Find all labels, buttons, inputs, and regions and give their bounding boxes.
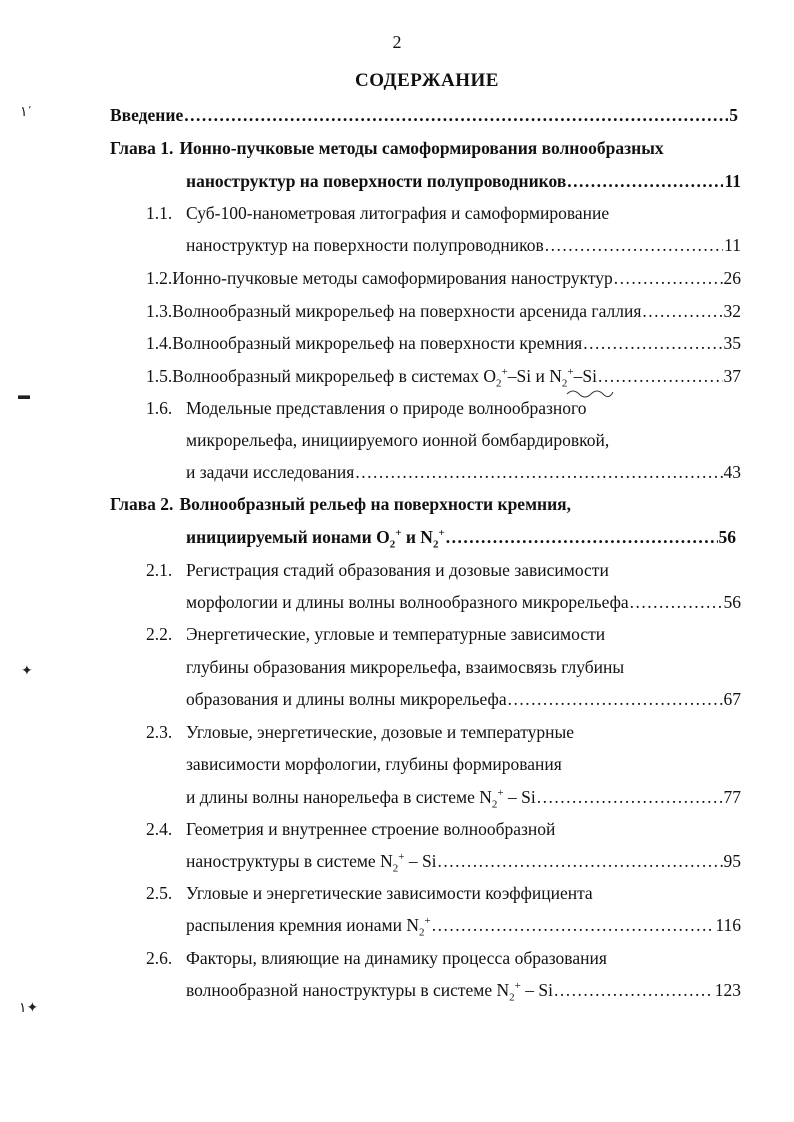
toc-section-2-3-heading-2[interactable] <box>186 753 741 775</box>
section-title-line: Факторы, влияющие на динамику процесса образования <box>186 948 607 968</box>
section-title-line: глубины образования микрорельефа, взаимосвязь глубины <box>186 657 625 677</box>
leader-dots <box>508 688 723 710</box>
toc-entry-intro[interactable] <box>110 104 738 126</box>
toc-section-2-2[interactable] <box>186 688 741 710</box>
toc-chapter-2[interactable] <box>186 526 736 551</box>
section-number: 1.4. <box>146 333 173 353</box>
toc-chapter-1-heading[interactable] <box>110 137 730 159</box>
toc-page: 56 <box>718 527 736 547</box>
toc-section-2-4[interactable] <box>186 850 741 875</box>
leader-dots <box>355 461 722 483</box>
toc-page: 67 <box>723 689 741 709</box>
leader-dots <box>432 914 715 936</box>
toc-page: 123 <box>714 980 741 1000</box>
section-number: 2.2. <box>146 624 173 644</box>
toc-section-1-6[interactable] <box>186 461 741 483</box>
toc-section-1-1-heading[interactable] <box>146 202 746 224</box>
section-number: 1.3. <box>146 301 173 321</box>
leader-dots <box>642 300 722 322</box>
toc-section-1-1[interactable] <box>186 234 741 256</box>
section-number: 1.5. <box>146 366 173 386</box>
margin-mark: ▬ <box>18 388 30 402</box>
toc-page: 43 <box>723 462 741 482</box>
toc-section-2-5[interactable] <box>186 914 741 939</box>
chapter-title-line: наноструктур на поверхности полупроводников <box>186 171 567 191</box>
section-number: 2.6. <box>146 948 173 968</box>
section-title-line: Волнообразный микрорельеф на поверхности кремния <box>172 333 583 353</box>
section-title-line: образования и длины волны микрорельефа <box>186 689 507 709</box>
leader-dots <box>567 170 723 192</box>
section-title-line: Регистрация стадий образования и дозовые зависимости <box>186 560 609 580</box>
leader-dots <box>438 850 723 872</box>
section-title-line: микрорельефа, инициируемого ионной бомбардировкой, <box>186 430 610 450</box>
leader-dots <box>583 332 722 354</box>
section-number: 1.2. <box>146 268 173 288</box>
section-title-line: наноструктуры в системе $N_2^+$ – Si <box>186 851 437 875</box>
toc-page: 11 <box>724 171 741 191</box>
section-title-line: Геометрия и внутреннее строение волнообразной <box>186 819 556 839</box>
toc-page: 116 <box>715 915 741 935</box>
margin-mark: ✦ <box>21 664 33 679</box>
toc-page: 5 <box>729 105 738 125</box>
toc-section-2-3[interactable] <box>186 786 741 811</box>
leader-dots <box>184 104 728 126</box>
section-title-line: зависимости морфологии, глубины формирования <box>186 754 562 774</box>
chapter-label: Глава 2. <box>110 494 174 514</box>
section-number: 2.1. <box>146 560 173 580</box>
toc-entry-label: Введение <box>110 105 184 125</box>
leader-dots <box>614 267 723 289</box>
toc-page: 77 <box>723 787 741 807</box>
toc-section-2-1-heading[interactable] <box>146 559 746 581</box>
chapter-title-line: Волнообразный рельеф на поверхности кремния, <box>179 494 572 514</box>
toc-section-2-2-heading-1[interactable] <box>146 623 746 645</box>
toc-section-1-4[interactable] <box>146 332 741 354</box>
chapter-label: Глава 1. <box>110 138 174 158</box>
leader-dots <box>545 234 723 256</box>
toc-chapter-1[interactable] <box>186 170 741 192</box>
toc-section-1-2[interactable] <box>146 267 741 289</box>
toc-section-2-6-heading[interactable] <box>146 947 746 969</box>
toc-section-2-2-heading-2[interactable] <box>186 656 741 678</box>
section-title-line: Угловые, энергетические, дозовые и температурные <box>186 722 575 742</box>
section-title-line: Энергетические, угловые и температурные зависимости <box>186 624 606 644</box>
toc-page: 26 <box>723 268 741 288</box>
toc-section-2-1[interactable] <box>186 591 741 613</box>
margin-mark: ١✦ <box>19 1001 39 1016</box>
section-title-line: морфологии и длины волны волнообразного микрорельефа <box>186 592 629 612</box>
leader-dots <box>446 526 718 548</box>
toc-page: 56 <box>723 592 741 612</box>
section-number: 2.4. <box>146 819 173 839</box>
toc-section-1-6-heading-1[interactable] <box>146 397 746 419</box>
section-title-line: Модельные представления о природе волнообразного <box>186 398 587 418</box>
section-title-line: и длины волны нанорельефа в системе $N_2^+$ – Si <box>186 787 536 811</box>
leader-dots <box>598 365 723 387</box>
section-number: 2.5. <box>146 883 173 903</box>
toc-section-2-3-heading-1[interactable] <box>146 721 746 743</box>
section-title-line: наноструктур на поверхности полупроводников <box>186 235 544 255</box>
toc-section-2-6[interactable] <box>186 979 741 1004</box>
margin-mark: ١΄ <box>20 105 33 120</box>
toc-page: 37 <box>723 366 741 386</box>
section-number: 1.6. <box>146 398 173 418</box>
toc-page: 11 <box>724 235 741 255</box>
section-title-line: и задачи исследования <box>186 462 355 482</box>
toc-section-1-3[interactable] <box>146 300 741 322</box>
chapter-title-line: Ионно-пучковые методы самоформирования волнообразных <box>179 138 664 158</box>
section-title-line: волнообразной наноструктуры в системе $N_2^+$ – Si <box>186 980 553 1004</box>
toc-section-1-5[interactable] <box>146 365 741 390</box>
toc-section-1-6-heading-2[interactable] <box>186 429 741 451</box>
section-title-line: распыления кремния ионами $N_2^+$ <box>186 915 431 939</box>
chapter-title-line: инициируемый ионами $O_2^+$ и $N_2^+$ <box>186 527 445 551</box>
toc-page: 95 <box>723 851 741 871</box>
page-number: 2 <box>392 32 402 52</box>
leader-dots <box>630 591 723 613</box>
toc-section-2-4-heading[interactable] <box>146 818 746 840</box>
section-number: 2.3. <box>146 722 173 742</box>
toc-page: 32 <box>723 301 741 321</box>
section-title-line: Угловые и энергетические зависимости коэффициента <box>186 883 593 903</box>
leader-dots <box>554 979 714 1001</box>
section-title-line: Волнообразный микрорельеф на поверхности арсенида галлия <box>172 301 642 321</box>
section-title-line: Волнообразный микрорельеф в системах $O_2^+-Si$ и $N_2^+-Si$ <box>172 366 597 390</box>
section-title-line: Суб-100-нанометровая литография и самоформирование <box>186 203 610 223</box>
toc-chapter-2-heading[interactable] <box>110 493 730 515</box>
page-title: СОДЕРЖАНИЕ <box>355 70 499 91</box>
leader-dots <box>537 786 723 808</box>
section-title-line: Ионно-пучковые методы самоформирования наноструктур <box>172 268 613 288</box>
section-number: 1.1. <box>146 203 173 223</box>
toc-page: 35 <box>723 333 741 353</box>
toc-section-2-5-heading[interactable] <box>146 882 746 904</box>
